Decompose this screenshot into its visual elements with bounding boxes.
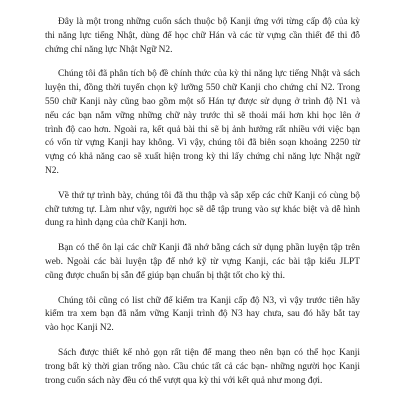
text-line: Đây là một trong những cuốn sách thuộc bộ Kanji ứng với từng cấp độ của kỳ: [58, 17, 360, 27]
text-line: web. Ngoài các bài luyện tập để nhớ kỹ từ vựng Kanji, các bài tập kiểu JLPT: [45, 256, 360, 267]
text-line: Về thứ tự trình bày, chúng tôi đã thu thập và sắp xếp các chữ Kanji có cùng bộ: [58, 190, 360, 201]
text-line: kiểm tra xem bạn đã nắm vững Kanji trình độ N3 hay chưa, sau đó hãy bắt tay: [45, 309, 360, 320]
paragraph-closing: [0, 347, 400, 388]
text-line: vựng có khả năng cao sẽ xuất hiện trong kỳ thi lấy chứng chỉ năng lực Nhật ngữ: [45, 152, 360, 163]
text-line: chứng chỉ năng lực Nhật Ngữ N2.: [45, 44, 173, 55]
text-line: vào học Kanji N2.: [45, 323, 114, 334]
paragraph-n3-check: [0, 295, 400, 336]
text-line: trình độ cao hơn. Ngoài ra, kết quả bài thi sẽ bị ảnh hưởng rất nhiều với việc bạn: [45, 124, 360, 135]
text-line: trong bất kỳ thời gian trống nào. Cầu chúc tất cả các bạn- những người học Kanji: [45, 361, 360, 372]
paragraph-web-practice: [0, 242, 400, 283]
text-line: có vốn từ vựng Kanji hay không. Vì vậy, chúng tôi đã biên soạn khoảng 2250 từ: [45, 138, 360, 149]
text-line: trong cuốn sách này đều có thể vượt qua kỳ thi với kết quả như mong đợi.: [45, 375, 323, 386]
text-line: dung ra hình dạng của chữ Kanji hơn.: [45, 218, 187, 229]
paragraph-selection: [0, 68, 400, 178]
text-line: N2.: [45, 165, 59, 176]
text-line: chữ tương tự. Làm như vậy, người học sẽ dễ tập trung vào sự khác biệt và dễ hình: [45, 204, 360, 215]
paragraph-order: [0, 190, 400, 231]
text-line: Bạn có thể ôn lại các chữ Kanji đã nhớ bằng cách sử dụng phần luyện tập trên: [58, 243, 360, 254]
text-line: nếu các bạn nắm vững những chữ này trước thì sẽ thoải mái hơn khi học lên ở: [45, 110, 360, 121]
paragraph-intro: [0, 16, 400, 57]
text-line: luyện thi, đồng thời tuyển chọn kỹ lưỡng 550 chữ Kanji cho chứng chỉ N2. Trong: [45, 83, 360, 94]
text-line: Sách được thiết kế nhỏ gọn rất tiện để mang theo nên bạn có thể học Kanji: [58, 347, 360, 358]
text-line: Chúng tôi đã phân tích bộ đề chính thức của kỳ thi năng lực tiếng Nhật và sách: [58, 69, 360, 80]
text-line: Chúng tôi cũng có list chữ để kiểm tra Kanji cấp độ N3, vì vậy trước tiên hãy: [58, 295, 360, 306]
text-line: 550 chữ Kanji này cũng bao gồm một số Hán tự được sử dụng ở trình độ N1 và: [45, 96, 360, 107]
preface-text: [0, 16, 400, 399]
text-line: cũng được chuẩn bị sẵn để giúp bạn chuẩn bị thật tốt cho kỳ thi.: [45, 270, 285, 281]
text-line: thi năng lực tiếng Nhật, dùng để học chữ Hán và các từ vựng cần thiết để thi đỗ: [45, 30, 360, 41]
